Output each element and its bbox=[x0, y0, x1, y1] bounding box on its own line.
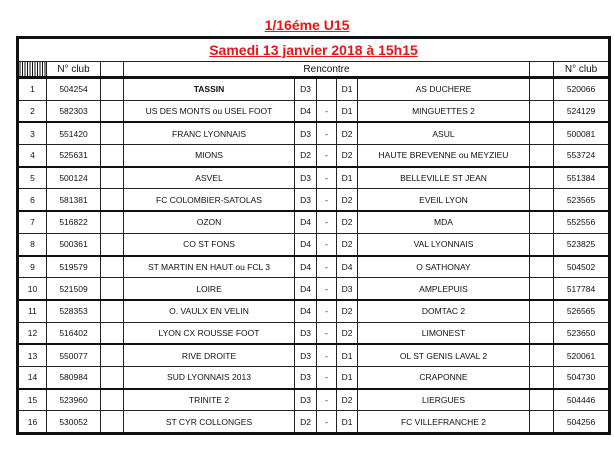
away-team: VAL LYONNAIS bbox=[358, 233, 530, 255]
home-division: D3 bbox=[295, 366, 317, 388]
club-number-away: 520066 bbox=[554, 78, 610, 101]
club-number-away: 551384 bbox=[554, 167, 610, 189]
blank bbox=[530, 167, 554, 189]
table-row bbox=[18, 122, 610, 144]
match-number: 9 bbox=[18, 256, 47, 278]
home-division: D4 bbox=[295, 256, 317, 278]
away-team: BELLEVILLE ST JEAN bbox=[358, 167, 530, 189]
separator: - bbox=[317, 411, 337, 434]
home-team: TRINITE 2 bbox=[124, 389, 295, 411]
home-team: RIVE DROITE bbox=[124, 344, 295, 366]
club-number-home: 516402 bbox=[47, 322, 101, 344]
home-team: LOIRE bbox=[124, 278, 295, 300]
match-number: 5 bbox=[18, 167, 47, 189]
club-number-away: 504446 bbox=[554, 389, 610, 411]
home-division: D3 bbox=[295, 344, 317, 366]
separator: - bbox=[317, 145, 337, 167]
match-number: 15 bbox=[18, 389, 47, 411]
home-division: D2 bbox=[295, 145, 317, 167]
match-number: 7 bbox=[18, 211, 47, 233]
round-title: 1/16éme U15 bbox=[264, 17, 350, 33]
separator: - bbox=[317, 344, 337, 366]
blank bbox=[530, 78, 554, 101]
club-number-home: 550077 bbox=[47, 344, 101, 366]
blank bbox=[530, 189, 554, 211]
match-number: 10 bbox=[18, 278, 47, 300]
table-row bbox=[18, 300, 610, 322]
club-number-home: 521509 bbox=[47, 278, 101, 300]
blank bbox=[101, 78, 124, 101]
away-division: D1 bbox=[337, 411, 358, 434]
home-team: LYON CX ROUSSE FOOT bbox=[124, 322, 295, 344]
home-team: ST CYR COLLONGES bbox=[124, 411, 295, 434]
club-number-home: 516822 bbox=[47, 211, 101, 233]
blank bbox=[101, 300, 124, 322]
club-number-away: 520061 bbox=[554, 344, 610, 366]
match-number: 14 bbox=[18, 366, 47, 388]
match-number: 4 bbox=[18, 145, 47, 167]
away-division: D1 bbox=[337, 167, 358, 189]
match-number: 3 bbox=[18, 122, 47, 144]
club-number-home: 500361 bbox=[47, 233, 101, 255]
blank bbox=[101, 366, 124, 388]
away-team: MDA bbox=[358, 211, 530, 233]
blank bbox=[530, 100, 554, 122]
separator: - bbox=[317, 389, 337, 411]
away-team: O SATHONAY bbox=[358, 256, 530, 278]
home-division: D4 bbox=[295, 211, 317, 233]
away-division: D1 bbox=[337, 344, 358, 366]
home-team: MIONS bbox=[124, 145, 295, 167]
separator: - bbox=[317, 211, 337, 233]
blank bbox=[101, 389, 124, 411]
separator: - bbox=[317, 366, 337, 388]
separator: - bbox=[317, 256, 337, 278]
separator: - bbox=[317, 322, 337, 344]
blank bbox=[530, 145, 554, 167]
home-team: ASVEL bbox=[124, 167, 295, 189]
separator: - bbox=[317, 233, 337, 255]
away-team: LIERGUES bbox=[358, 389, 530, 411]
away-division: D2 bbox=[337, 122, 358, 144]
away-team: ASUL bbox=[358, 122, 530, 144]
blank bbox=[101, 233, 124, 255]
blank bbox=[101, 411, 124, 434]
away-team: HAUTE BREVENNE ou MEYZIEU bbox=[358, 145, 530, 167]
table-row bbox=[18, 145, 610, 167]
blank bbox=[530, 256, 554, 278]
blank bbox=[101, 189, 124, 211]
blank bbox=[530, 211, 554, 233]
table-row bbox=[18, 256, 610, 278]
home-team: SUD LYONNAIS 2013 bbox=[124, 366, 295, 388]
table-row bbox=[18, 167, 610, 189]
match-number: 2 bbox=[18, 100, 47, 122]
blank bbox=[101, 167, 124, 189]
blank bbox=[101, 322, 124, 344]
blank bbox=[101, 256, 124, 278]
away-team: FC VILLEFRANCHE 2 bbox=[358, 411, 530, 434]
table-row bbox=[18, 211, 610, 233]
club-number-away: 526565 bbox=[554, 300, 610, 322]
table-row bbox=[18, 78, 610, 101]
club-number-home: 580984 bbox=[47, 366, 101, 388]
home-division: D4 bbox=[295, 300, 317, 322]
separator: - bbox=[317, 189, 337, 211]
blank bbox=[101, 100, 124, 122]
away-division: D2 bbox=[337, 145, 358, 167]
home-division: D4 bbox=[295, 100, 317, 122]
club-number-away: 523825 bbox=[554, 233, 610, 255]
date-title: Samedi 13 janvier 2018 à 15h15 bbox=[18, 38, 610, 62]
club-number-away: 523650 bbox=[554, 322, 610, 344]
table-row bbox=[18, 189, 610, 211]
blank bbox=[530, 389, 554, 411]
fixtures-table bbox=[16, 36, 611, 435]
table-row bbox=[18, 100, 610, 122]
home-division: D2 bbox=[295, 411, 317, 434]
away-division: D1 bbox=[337, 100, 358, 122]
header-club-right: N° club bbox=[554, 62, 610, 78]
match-number: 12 bbox=[18, 322, 47, 344]
blank bbox=[101, 344, 124, 366]
club-number-away: 504256 bbox=[554, 411, 610, 434]
blank bbox=[530, 300, 554, 322]
home-team: FC COLOMBIER-SATOLAS bbox=[124, 189, 295, 211]
home-division: D3 bbox=[295, 78, 317, 101]
table-row bbox=[18, 411, 610, 434]
match-number: 1 bbox=[18, 78, 47, 101]
separator: - bbox=[317, 278, 337, 300]
header-club-left: N° club bbox=[47, 62, 101, 78]
table-row bbox=[18, 366, 610, 388]
away-division: D1 bbox=[337, 78, 358, 101]
home-division: D3 bbox=[295, 122, 317, 144]
match-number: 11 bbox=[18, 300, 47, 322]
match-number: 6 bbox=[18, 189, 47, 211]
club-number-home: 523960 bbox=[47, 389, 101, 411]
club-number-away: 524129 bbox=[554, 100, 610, 122]
away-team: AS DUCHERE bbox=[358, 78, 530, 101]
home-team: OZON bbox=[124, 211, 295, 233]
table-row bbox=[18, 278, 610, 300]
club-number-home: 500124 bbox=[47, 167, 101, 189]
table-row bbox=[18, 389, 610, 411]
blank bbox=[101, 211, 124, 233]
club-number-home: 581381 bbox=[47, 189, 101, 211]
club-number-away: 504730 bbox=[554, 366, 610, 388]
away-division: D2 bbox=[337, 211, 358, 233]
away-team: EVEIL LYON bbox=[358, 189, 530, 211]
blank bbox=[530, 366, 554, 388]
separator: - bbox=[317, 122, 337, 144]
away-division: D1 bbox=[337, 366, 358, 388]
home-team: O. VAULX EN VELIN bbox=[124, 300, 295, 322]
home-team: TASSIN bbox=[124, 78, 295, 101]
club-number-away: 553724 bbox=[554, 145, 610, 167]
separator: - bbox=[317, 167, 337, 189]
match-number: 8 bbox=[18, 233, 47, 255]
separator: - bbox=[317, 100, 337, 122]
away-team: LIMONEST bbox=[358, 322, 530, 344]
away-division: D3 bbox=[337, 278, 358, 300]
club-number-home: 504254 bbox=[47, 78, 101, 101]
away-division: D2 bbox=[337, 300, 358, 322]
blank bbox=[530, 411, 554, 434]
home-division: D3 bbox=[295, 389, 317, 411]
blank bbox=[530, 122, 554, 144]
blank bbox=[530, 344, 554, 366]
club-number-away: 523565 bbox=[554, 189, 610, 211]
home-division: D3 bbox=[295, 189, 317, 211]
club-number-away: 500081 bbox=[554, 122, 610, 144]
away-division: D2 bbox=[337, 233, 358, 255]
club-number-home: 551420 bbox=[47, 122, 101, 144]
separator bbox=[317, 78, 337, 101]
club-number-away: 552556 bbox=[554, 211, 610, 233]
table-row bbox=[18, 322, 610, 344]
blank bbox=[101, 145, 124, 167]
away-team: AMPLEPUIS bbox=[358, 278, 530, 300]
blank bbox=[530, 278, 554, 300]
away-division: D4 bbox=[337, 256, 358, 278]
club-number-home: 530052 bbox=[47, 411, 101, 434]
header-match: Rencontre bbox=[124, 62, 530, 78]
home-division: D4 bbox=[295, 278, 317, 300]
blank bbox=[530, 322, 554, 344]
away-division: D2 bbox=[337, 322, 358, 344]
home-team: US DES MONTS ou USEL FOOT bbox=[124, 100, 295, 122]
separator: - bbox=[317, 300, 337, 322]
club-number-away: 517784 bbox=[554, 278, 610, 300]
home-division: D4 bbox=[295, 233, 317, 255]
home-team: FRANC LYONNAIS bbox=[124, 122, 295, 144]
table-row bbox=[18, 233, 610, 255]
club-number-home: 525631 bbox=[47, 145, 101, 167]
table-row bbox=[18, 344, 610, 366]
blank bbox=[101, 122, 124, 144]
hatch-header bbox=[18, 62, 47, 78]
club-number-home: 519579 bbox=[47, 256, 101, 278]
home-division: D3 bbox=[295, 167, 317, 189]
club-number-away: 504502 bbox=[554, 256, 610, 278]
away-team: OL ST GENIS LAVAL 2 bbox=[358, 344, 530, 366]
home-team: ST MARTIN EN HAUT ou FCL 3 bbox=[124, 256, 295, 278]
blank bbox=[101, 278, 124, 300]
away-division: D2 bbox=[337, 389, 358, 411]
match-number: 13 bbox=[18, 344, 47, 366]
away-team: CRAPONNE bbox=[358, 366, 530, 388]
match-number: 16 bbox=[18, 411, 47, 434]
home-division: D3 bbox=[295, 322, 317, 344]
club-number-home: 582303 bbox=[47, 100, 101, 122]
club-number-home: 528353 bbox=[47, 300, 101, 322]
away-team: DOMTAC 2 bbox=[358, 300, 530, 322]
home-team: CO ST FONS bbox=[124, 233, 295, 255]
away-division: D2 bbox=[337, 189, 358, 211]
away-team: MINGUETTES 2 bbox=[358, 100, 530, 122]
blank bbox=[530, 233, 554, 255]
